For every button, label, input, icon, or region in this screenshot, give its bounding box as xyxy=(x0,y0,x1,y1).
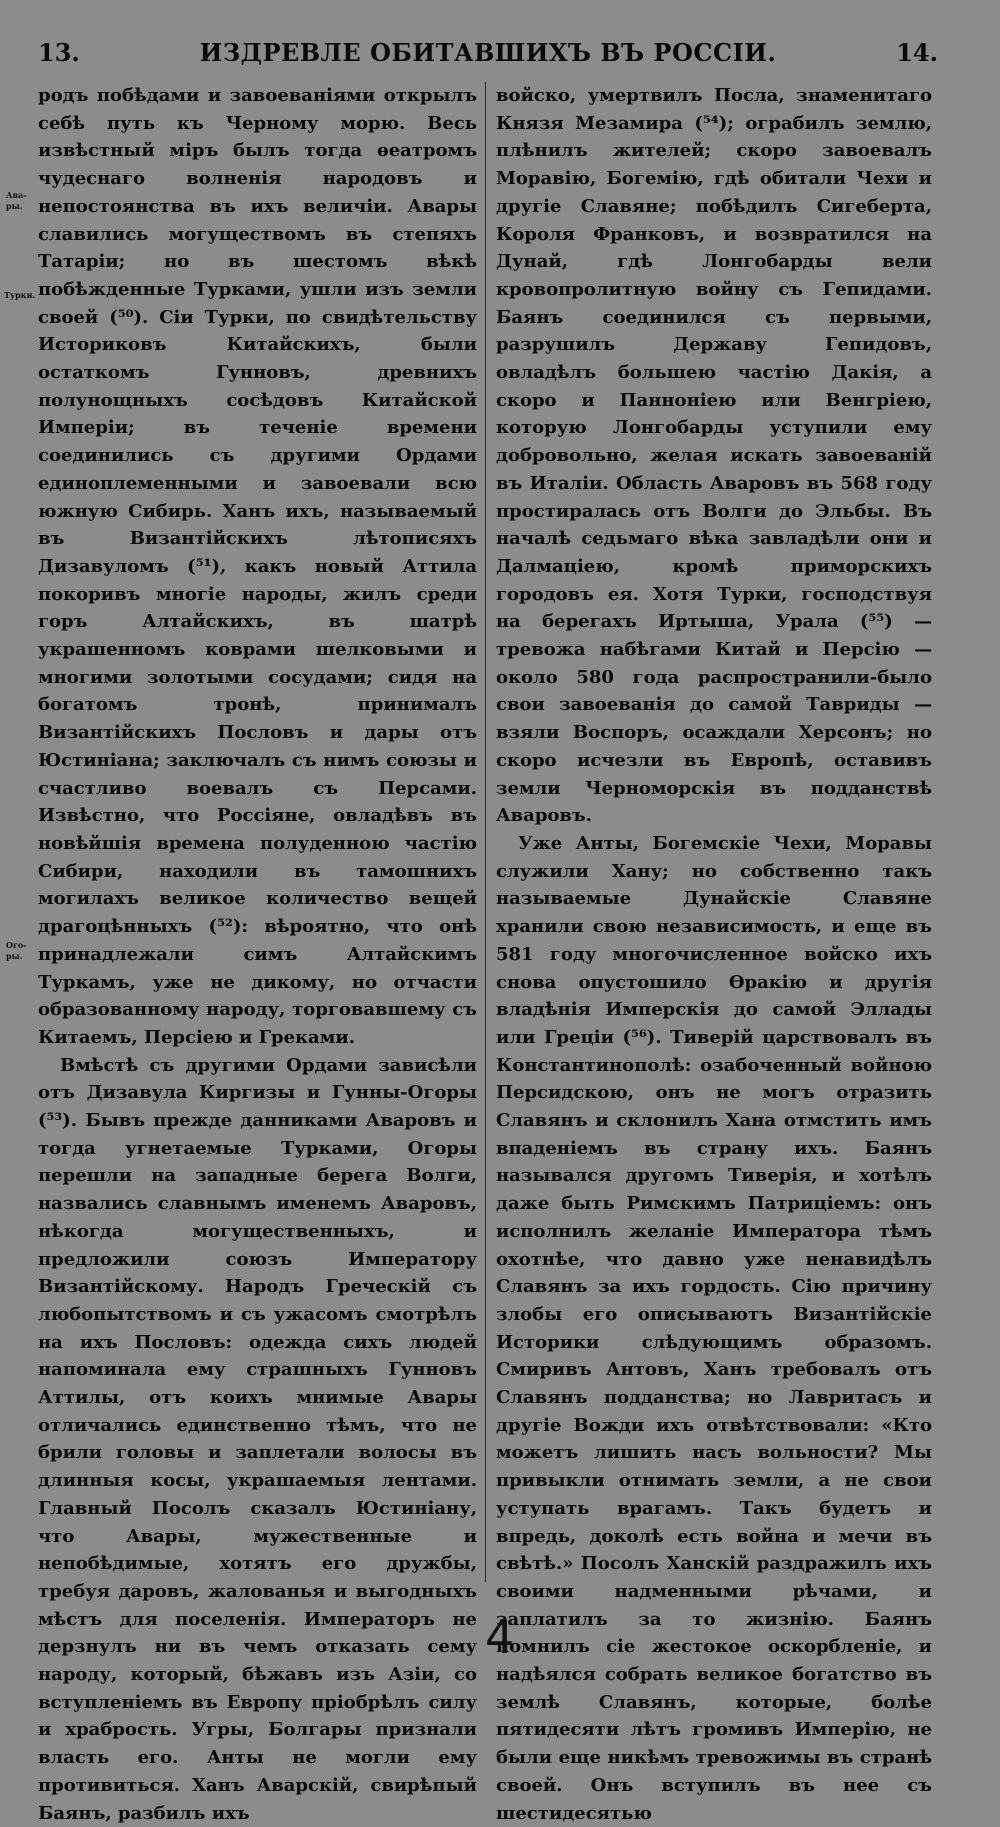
margin-note-turki: Турки. xyxy=(4,290,36,300)
right-paragraph-2: Уже Анты, Богемскіе Чехи, Моравы служили Хану; но собственно такъ называемые Дунайскіе Славяне хранили свою независимость, и еще въ 581 году многочисленное войско ихъ снова опустошило Ѳракію и другія владѣнія Имперскія до самой Эллады или Греціи (⁵⁶). Тиверій царствовалъ въ Константинополѣ: озабоченный войною Персидскою, онъ не могъ отразить Славянъ и склонилъ Хана отмстить имъ впаденіемъ въ страну ихъ. Баянъ назывался другомъ Тиверія, и хотѣлъ даже быть Римскимъ Патриціемъ: онъ исполнилъ желаніе Императора тѣмъ охотнѣе, что давно уже ненавидѣлъ Славянъ за ихъ гордость. Сію причину злобы его описываютъ Византійскіе Историки слѣдующимъ образомъ. Смиривъ Антовъ, Ханъ требовалъ отъ Славянъ подданства; но Лавритасъ и другіе Вожди ихъ отвѣтствовали: «Кто можетъ лишить насъ вольности? Мы привыкли отнимать земли, а не свои уступать врагамъ. Такъ будетъ и впредь, доколѣ есть война и мечи въ свѣтѣ.» Посолъ Ханскій раздражилъ ихъ своими надменными рѣчами, и заплатилъ за то жизнію. Баянъ помнилъ сіе жестокое оскорбленіе, и надѣялся собрать великое богатство въ землѣ Славянъ, которые, болѣе пятидесяти лѣтъ громивъ Имперію, не были еще никѣмъ тревожимы въ странѣ своей. Онъ вступилъ въ нее съ шестидесятью xyxy=(496,832,932,1824)
handwritten-folio-number: 4 xyxy=(485,1610,515,1664)
page-number-right: 14. xyxy=(896,38,938,67)
right-paragraph-1: войско, умертвилъ Посла, знаменитаго Князя Мезамира (⁵⁴); ограбилъ землю, плѣнилъ жителей; скоро завоевалъ Моравію, Богемію, гдѣ обитали Чехи и другіе Славяне; побѣдилъ Сигеберта, Короля Франковъ, и возвратился на Дунай, гдѣ Лонгобарды вели кровопролитную войну съ Гепидами. Баянъ соединился съ первыми, разрушилъ Державу Гепидовъ, овладѣлъ большею частію Дакія, а скоро и Панноніею или Венгріею, которую Лонгобарды уступили ему добровольно, желая искать завоеваній въ Италіи. Область Аваровъ въ 568 году простиралась отъ Волги до Эльбы. Въ началѣ седьмаго вѣка завладѣли они и Далмаціею, кромѣ приморскихъ городовъ ея. Хотя Турки, господствуя на берегахъ Иртыша, Урала (⁵⁵) — тревожа набѣгами Китай и Персію — около 580 года распространили-было свои завоеванія до самой Тавриды — взяли Воспоръ, осаждали Херсонъ; но скоро исчезли въ Европѣ, оставивъ земли Черноморскія въ подданствѣ Аваровъ. xyxy=(496,85,932,827)
page-number-left: 13. xyxy=(38,38,80,67)
margin-note-ogory: Ого- ры. xyxy=(6,940,27,961)
left-column xyxy=(38,82,477,1824)
left-paragraph-1: родъ побѣдами и завоеваніями открылъ себѣ путь къ Черному морю. Весь извѣстный міръ былъ тогда ѳеатромъ чудеснаго волненія народовъ и непостоянства въ ихъ величіи. Авары славились могуществомъ въ степяхъ Татаріи; но въ шестомъ вѣкѣ побѣжденные Турками, ушли изъ земли своей (⁵⁰). Сіи Турки, по свидѣтельству Историковъ Китайскихъ, были остаткомъ Гунновъ, древнихъ полунощныхъ сосѣдовъ Китайской Имперіи; въ теченіе времени соединились съ другими Ордами единоплеменными и завоевали всю южную Сибирь. Ханъ ихъ, называемый въ Византійскихъ лѣтописяхъ Дизавуломъ (⁵¹), какъ новый Аттила покоривъ многіе народы, жилъ среди горъ Алтайскихъ, въ шатрѣ украшенномъ коврами шелковыми и многими золотыми сосудами; сидя на богатомъ тронѣ, принималъ Византійскихъ Пословъ и дары отъ Юстиніана; заключалъ съ нимъ союзы и счастливо воевалъ съ Персами. Извѣстно, что Россіяне, овладѣвъ въ новѣйшія времена полуденною частію Сибири, находили въ тамошнихъ могилахъ великое количество вещей драгоцѣнныхъ (⁵²): вѣроятно, что онѣ принадлежали симъ Алтайскимъ Туркамъ, уже не дикому, но отчасти образованному народу, торговавшему съ Китаемъ, Персіею и Греками. xyxy=(38,85,477,1048)
page-header xyxy=(38,34,938,74)
running-title: ИЗДРЕВЛЕ ОБИТАВШИХЪ ВЪ РОССІИ. xyxy=(199,38,777,67)
left-paragraph-2: Вмѣстѣ съ другими Ордами зависѣли отъ Дизавула Киргизы и Гунны-Огоры (⁵³). Бывъ прежде данниками Аваровъ и тогда угнетаемые Турками, Огоры перешли на западные берега Волги, назвались славнымъ именемъ Аваровъ, нѣкогда могущественныхъ, и предложили союзъ Императору Византійскому. Народъ Греческій съ любопытствомъ и съ ужасомъ смотрѣлъ на ихъ Пословъ: одежда сихъ людей напоминала ему страшныхъ Гунновъ Аттилы, отъ коихъ мнимые Авары отличались единственно тѣмъ, что не брили головы и заплетали волосы въ длинныя косы, украшаемыя лентами. Главный Посолъ сказалъ Юстиніану, что Авары, мужественные и непобѣдимые, хотятъ его дружбы, требуя даровъ, жалованья и выгодныхъ мѣстъ для поселенія. Императоръ не дерзнулъ ни въ чемъ отказать сему народу, который, бѣжавъ изъ Азіи, со вступленіемъ въ Европу пріобрѣлъ силу и храбрость. Угры, Болгары признали власть его. Анты не могли ему противиться. Ханъ Аварскій, свирѣпый Баянъ, разбилъ ихъ xyxy=(38,1054,477,1824)
right-column xyxy=(496,82,932,1824)
column-divider xyxy=(485,82,486,1582)
margin-note-avary: Ава- ры. xyxy=(6,190,27,211)
